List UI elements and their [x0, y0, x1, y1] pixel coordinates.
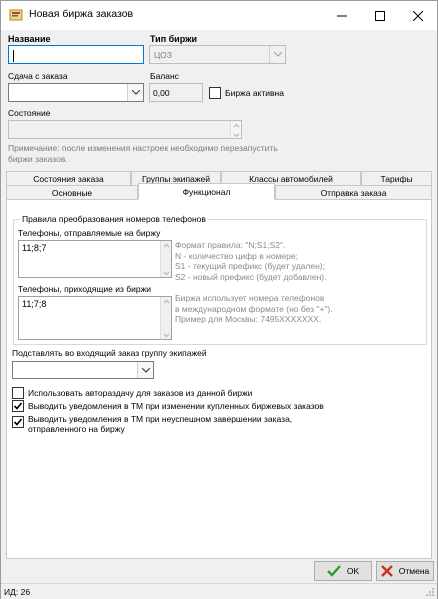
- tab-order-states[interactable]: Состояния заказа: [6, 171, 131, 186]
- active-label: Биржа активна: [225, 88, 284, 98]
- chevron-down-icon: [269, 46, 285, 63]
- close-icon: [413, 11, 423, 21]
- exchange-type-value: ЦОЗ: [154, 50, 172, 60]
- rule-format-hint: Формат правила: "N;S1;S2". N - количество цифр в номере; S1 - текущий префикс (будет удален); S2 - новый префикс (будет добавлен).: [175, 240, 327, 282]
- record-id: ИД: 26: [4, 587, 31, 597]
- minimize-icon: [337, 11, 347, 21]
- crew-group-select[interactable]: [12, 361, 154, 379]
- chevron-down-icon: [137, 362, 153, 378]
- crew-group-label: Подставлять во входящий заказ группу экипажей: [12, 348, 207, 358]
- chevron-down-icon: [127, 84, 143, 101]
- exchange-type-label: Тип биржи: [150, 34, 198, 44]
- notify-failure-checkbox[interactable]: [12, 416, 24, 428]
- scroll-arrows-icon: [161, 241, 172, 279]
- balance-label: Баланс: [150, 71, 179, 81]
- title-bar: [1, 1, 437, 30]
- tab-send-order[interactable]: Отправка заказа: [275, 185, 432, 200]
- functional-tab-panel: [6, 199, 432, 559]
- auto-distribution-label: Использовать автораздачу для заказов из данной биржи: [28, 388, 253, 398]
- minimize-button[interactable]: [323, 1, 361, 30]
- outgoing-scrollbar[interactable]: [160, 241, 171, 277]
- scroll-arrows-icon: [161, 297, 172, 341]
- active-checkbox[interactable]: [209, 87, 221, 99]
- ok-button[interactable]: OK: [314, 561, 372, 581]
- notify-bought-changes-checkbox[interactable]: [12, 400, 24, 412]
- phone-rules-group-title: Правила преобразования номеров телефонов: [22, 214, 206, 224]
- international-format-hint: Биржа использует номера телефонов в международном формате (но без "+"). Пример для Москвы: 7495XXXXXXX.: [175, 293, 333, 324]
- tab-car-classes[interactable]: Классы автомобилей: [221, 171, 361, 186]
- cancel-icon: [381, 565, 393, 577]
- maximize-button[interactable]: [361, 1, 399, 30]
- status-bar: [1, 583, 437, 599]
- notify-failure-label-line2: отправленного на биржу: [28, 424, 125, 434]
- name-input[interactable]: [8, 45, 144, 64]
- tab-tariffs[interactable]: Тарифы: [361, 171, 432, 186]
- notify-failure-label: Выводить уведомления в ТМ при неуспешном завершении заказа,: [28, 414, 293, 424]
- close-button[interactable]: [399, 1, 437, 30]
- outgoing-phones-label: Телефоны, отправляемые на биржу: [18, 228, 161, 238]
- window-title: Новая биржа заказов: [29, 8, 134, 20]
- exchange-type-select[interactable]: [149, 45, 286, 64]
- app-icon: [9, 8, 23, 22]
- state-field: [8, 120, 242, 139]
- notify-bought-changes-label: Выводить уведомления в ТМ при изменении купленных биржевых заказов: [28, 401, 324, 411]
- outgoing-phones-memo[interactable]: [18, 240, 172, 278]
- commission-select[interactable]: [8, 83, 144, 102]
- incoming-scrollbar[interactable]: [160, 297, 171, 339]
- balance-value: 0,00: [153, 88, 170, 98]
- restart-note: Примечание: после изменения настроек необходимо перезапустить биржи заказов.: [8, 143, 278, 164]
- state-label: Состояние: [8, 108, 51, 118]
- tab-functional[interactable]: Функционал: [138, 183, 275, 200]
- checkmark-icon: [13, 417, 23, 427]
- resize-grip-icon[interactable]: [425, 587, 435, 597]
- maximize-icon: [375, 11, 385, 21]
- tab-crew-groups[interactable]: Группы экипажей: [131, 171, 221, 186]
- state-scrollbar[interactable]: [230, 121, 241, 138]
- balance-field: [149, 83, 203, 102]
- checkmark-icon: [13, 401, 23, 411]
- auto-distribution-checkbox[interactable]: [12, 387, 24, 399]
- checkmark-icon: [327, 565, 341, 577]
- incoming-phones-label: Телефоны, приходящие из биржи: [18, 284, 152, 294]
- name-label: Название: [8, 34, 51, 44]
- incoming-phones-memo[interactable]: [18, 296, 172, 340]
- outgoing-phones-value: 11;8;7: [22, 243, 47, 253]
- text-caret: [13, 50, 14, 62]
- incoming-phones-value: 11;7;8: [22, 299, 47, 309]
- tab-main[interactable]: Основные: [6, 185, 138, 200]
- commission-label: Сдача с заказа: [8, 71, 68, 81]
- cancel-button[interactable]: Отмена: [376, 561, 434, 581]
- scroll-arrows-icon: [231, 121, 242, 140]
